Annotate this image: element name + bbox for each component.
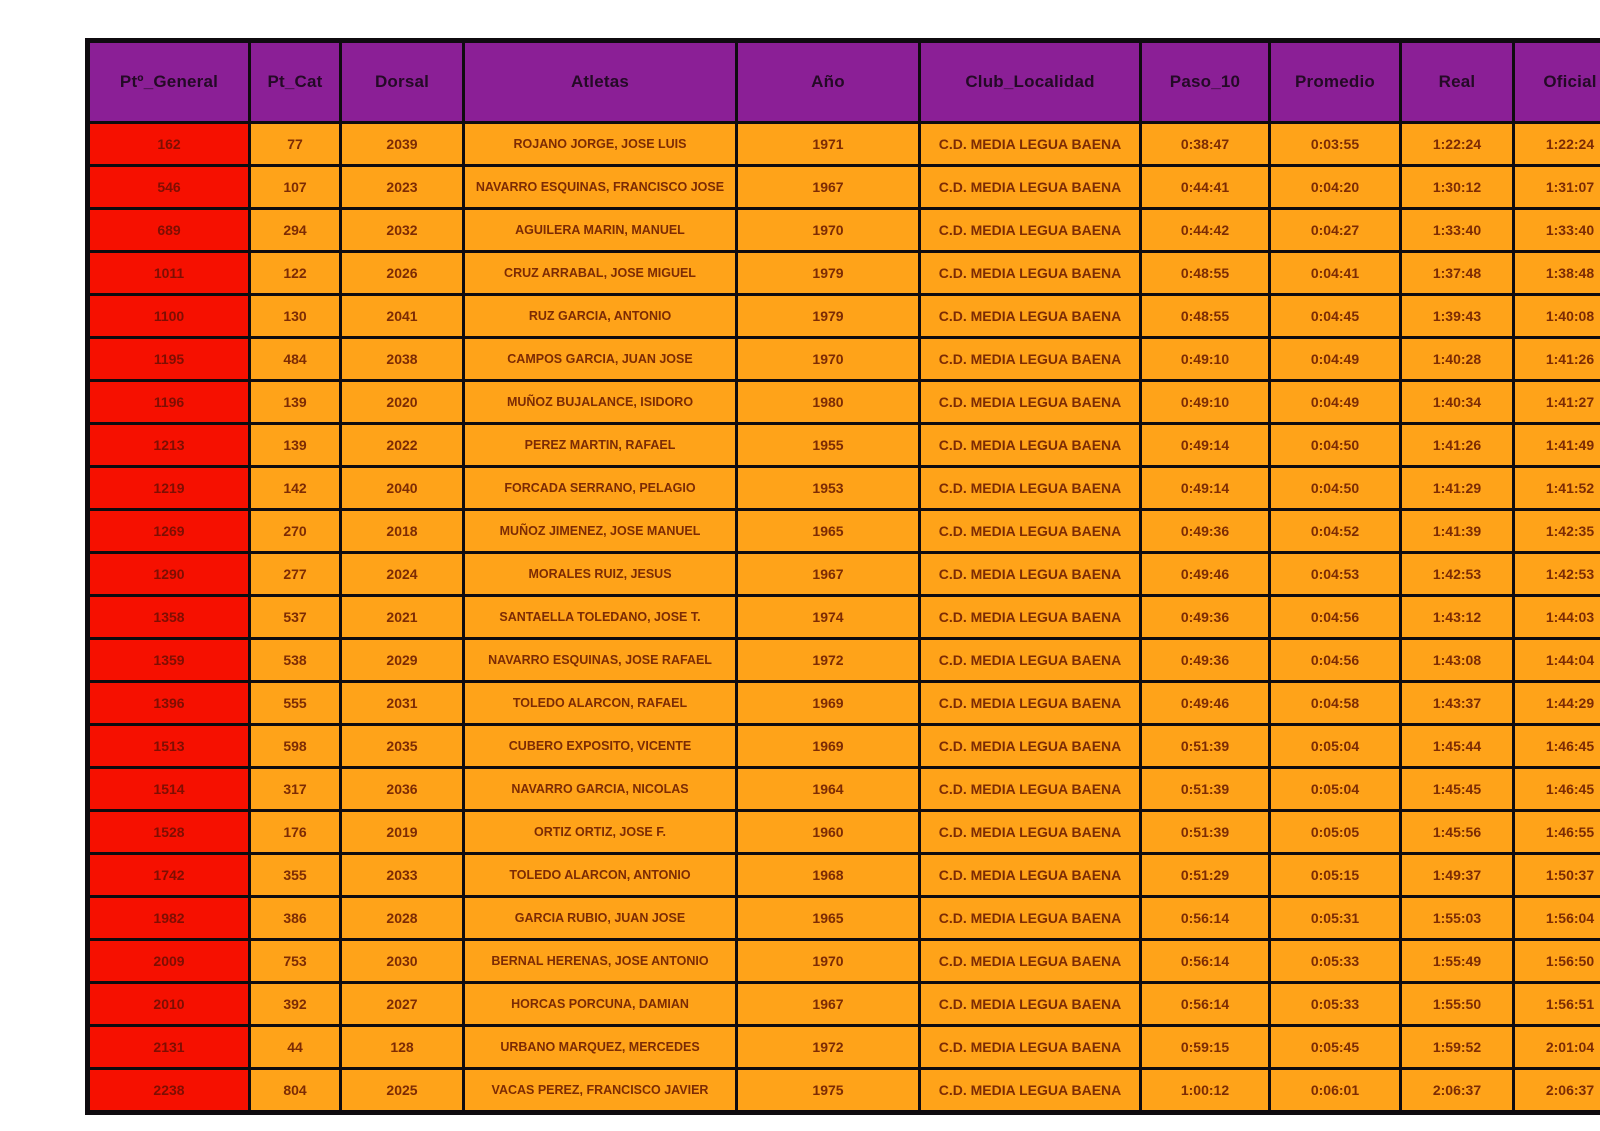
column-header-pt-general: Ptº_General	[88, 41, 250, 123]
cell-dorsal: 2032	[341, 209, 464, 252]
cell-dorsal: 2040	[341, 467, 464, 510]
cell-promedio: 0:04:45	[1270, 295, 1401, 338]
cell-ano: 1965	[737, 897, 920, 940]
table-row	[88, 983, 1600, 1026]
cell-real: 1:55:50	[1401, 983, 1514, 1026]
cell-club-localidad: C.D. MEDIA LEGUA BAENA	[920, 338, 1141, 381]
cell-club-localidad: C.D. MEDIA LEGUA BAENA	[920, 682, 1141, 725]
cell-real: 1:45:56	[1401, 811, 1514, 854]
cell-oficial: 1:44:03	[1514, 596, 1600, 639]
cell-atletas: MORALES RUIZ, JESUS	[464, 553, 737, 596]
table-row	[88, 596, 1600, 639]
cell-pt-cat: 130	[250, 295, 341, 338]
cell-atletas: FORCADA SERRANO, PELAGIO	[464, 467, 737, 510]
cell-real: 1:49:37	[1401, 854, 1514, 897]
cell-oficial: 1:42:53	[1514, 553, 1600, 596]
cell-promedio: 0:05:05	[1270, 811, 1401, 854]
cell-dorsal: 2035	[341, 725, 464, 768]
cell-promedio: 0:04:50	[1270, 424, 1401, 467]
cell-real: 1:22:24	[1401, 123, 1514, 166]
cell-pt-general: 1011	[88, 252, 250, 295]
cell-ano: 1964	[737, 768, 920, 811]
cell-pt-general: 1195	[88, 338, 250, 381]
cell-dorsal: 2033	[341, 854, 464, 897]
cell-pt-general: 689	[88, 209, 250, 252]
cell-paso-10: 0:56:14	[1141, 897, 1270, 940]
cell-ano: 1967	[737, 553, 920, 596]
cell-atletas: ORTIZ ORTIZ, JOSE F.	[464, 811, 737, 854]
cell-club-localidad: C.D. MEDIA LEGUA BAENA	[920, 1026, 1141, 1069]
cell-paso-10: 0:49:14	[1141, 424, 1270, 467]
cell-club-localidad: C.D. MEDIA LEGUA BAENA	[920, 553, 1141, 596]
cell-ano: 1972	[737, 1026, 920, 1069]
cell-real: 1:43:08	[1401, 639, 1514, 682]
table-row	[88, 424, 1600, 467]
cell-club-localidad: C.D. MEDIA LEGUA BAENA	[920, 639, 1141, 682]
cell-promedio: 0:05:45	[1270, 1026, 1401, 1069]
cell-real: 2:06:37	[1401, 1069, 1514, 1113]
table-row	[88, 940, 1600, 983]
cell-paso-10: 0:51:39	[1141, 811, 1270, 854]
cell-atletas: CUBERO EXPOSITO, VICENTE	[464, 725, 737, 768]
cell-oficial: 1:56:50	[1514, 940, 1600, 983]
cell-oficial: 1:41:52	[1514, 467, 1600, 510]
cell-pt-general: 1269	[88, 510, 250, 553]
cell-promedio: 0:04:41	[1270, 252, 1401, 295]
cell-dorsal: 2019	[341, 811, 464, 854]
cell-club-localidad: C.D. MEDIA LEGUA BAENA	[920, 897, 1141, 940]
cell-dorsal: 2018	[341, 510, 464, 553]
cell-real: 1:30:12	[1401, 166, 1514, 209]
cell-ano: 1967	[737, 166, 920, 209]
cell-real: 1:41:39	[1401, 510, 1514, 553]
cell-ano: 1955	[737, 424, 920, 467]
cell-promedio: 0:04:27	[1270, 209, 1401, 252]
cell-atletas: HORCAS PORCUNA, DAMIAN	[464, 983, 737, 1026]
header-row	[88, 41, 1600, 123]
table-row	[88, 510, 1600, 553]
cell-atletas: TOLEDO ALARCON, RAFAEL	[464, 682, 737, 725]
table-row	[88, 1026, 1600, 1069]
cell-pt-cat: 277	[250, 553, 341, 596]
cell-club-localidad: C.D. MEDIA LEGUA BAENA	[920, 123, 1141, 166]
cell-ano: 1967	[737, 983, 920, 1026]
cell-ano: 1975	[737, 1069, 920, 1113]
cell-paso-10: 0:56:14	[1141, 940, 1270, 983]
cell-club-localidad: C.D. MEDIA LEGUA BAENA	[920, 1069, 1141, 1113]
cell-paso-10: 0:49:36	[1141, 596, 1270, 639]
race-results-table	[85, 38, 1600, 1115]
cell-pt-cat: 386	[250, 897, 341, 940]
cell-atletas: MUÑOZ BUJALANCE, ISIDORO	[464, 381, 737, 424]
cell-pt-general: 1290	[88, 553, 250, 596]
cell-atletas: AGUILERA MARIN, MANUEL	[464, 209, 737, 252]
column-header-promedio: Promedio	[1270, 41, 1401, 123]
cell-oficial: 1:41:26	[1514, 338, 1600, 381]
table-row	[88, 897, 1600, 940]
cell-promedio: 0:05:33	[1270, 940, 1401, 983]
cell-dorsal: 2038	[341, 338, 464, 381]
cell-promedio: 0:06:01	[1270, 1069, 1401, 1113]
cell-oficial: 1:22:24	[1514, 123, 1600, 166]
cell-atletas: NAVARRO ESQUINAS, JOSE RAFAEL	[464, 639, 737, 682]
cell-ano: 1972	[737, 639, 920, 682]
cell-dorsal: 2022	[341, 424, 464, 467]
cell-pt-general: 162	[88, 123, 250, 166]
cell-paso-10: 0:38:47	[1141, 123, 1270, 166]
cell-atletas: ROJANO JORGE, JOSE LUIS	[464, 123, 737, 166]
cell-paso-10: 0:49:10	[1141, 338, 1270, 381]
cell-club-localidad: C.D. MEDIA LEGUA BAENA	[920, 510, 1141, 553]
cell-dorsal: 2027	[341, 983, 464, 1026]
cell-paso-10: 0:59:15	[1141, 1026, 1270, 1069]
table-row	[88, 338, 1600, 381]
cell-club-localidad: C.D. MEDIA LEGUA BAENA	[920, 768, 1141, 811]
cell-real: 1:55:03	[1401, 897, 1514, 940]
cell-paso-10: 0:49:46	[1141, 553, 1270, 596]
cell-ano: 1969	[737, 682, 920, 725]
cell-pt-cat: 270	[250, 510, 341, 553]
cell-atletas: SANTAELLA TOLEDANO, JOSE T.	[464, 596, 737, 639]
column-header-real: Real	[1401, 41, 1514, 123]
cell-ano: 1969	[737, 725, 920, 768]
cell-ano: 1965	[737, 510, 920, 553]
cell-dorsal: 2025	[341, 1069, 464, 1113]
cell-club-localidad: C.D. MEDIA LEGUA BAENA	[920, 940, 1141, 983]
table-row	[88, 252, 1600, 295]
cell-atletas: BERNAL HERENAS, JOSE ANTONIO	[464, 940, 737, 983]
cell-dorsal: 128	[341, 1026, 464, 1069]
cell-pt-cat: 139	[250, 381, 341, 424]
table-row	[88, 811, 1600, 854]
cell-club-localidad: C.D. MEDIA LEGUA BAENA	[920, 811, 1141, 854]
cell-promedio: 0:04:49	[1270, 381, 1401, 424]
cell-pt-cat: 317	[250, 768, 341, 811]
cell-promedio: 0:04:50	[1270, 467, 1401, 510]
cell-pt-general: 546	[88, 166, 250, 209]
cell-pt-cat: 484	[250, 338, 341, 381]
cell-promedio: 0:05:04	[1270, 725, 1401, 768]
cell-dorsal: 2030	[341, 940, 464, 983]
cell-promedio: 0:03:55	[1270, 123, 1401, 166]
cell-paso-10: 0:49:36	[1141, 510, 1270, 553]
cell-atletas: VACAS PEREZ, FRANCISCO JAVIER	[464, 1069, 737, 1113]
table-row	[88, 1069, 1600, 1113]
table-row	[88, 854, 1600, 897]
cell-dorsal: 2039	[341, 123, 464, 166]
cell-paso-10: 0:51:39	[1141, 768, 1270, 811]
table-row	[88, 295, 1600, 338]
table-row	[88, 166, 1600, 209]
cell-dorsal: 2024	[341, 553, 464, 596]
cell-oficial: 2:06:37	[1514, 1069, 1600, 1113]
cell-oficial: 1:56:51	[1514, 983, 1600, 1026]
cell-pt-cat: 139	[250, 424, 341, 467]
cell-pt-general: 1396	[88, 682, 250, 725]
cell-pt-cat: 77	[250, 123, 341, 166]
cell-pt-general: 1219	[88, 467, 250, 510]
cell-pt-cat: 355	[250, 854, 341, 897]
cell-paso-10: 1:00:12	[1141, 1069, 1270, 1113]
cell-real: 1:40:34	[1401, 381, 1514, 424]
cell-real: 1:41:29	[1401, 467, 1514, 510]
cell-atletas: MUÑOZ JIMENEZ, JOSE MANUEL	[464, 510, 737, 553]
cell-real: 1:37:48	[1401, 252, 1514, 295]
cell-paso-10: 0:56:14	[1141, 983, 1270, 1026]
cell-oficial: 1:44:04	[1514, 639, 1600, 682]
table-body	[88, 123, 1600, 1113]
cell-pt-cat: 122	[250, 252, 341, 295]
cell-pt-general: 1213	[88, 424, 250, 467]
cell-promedio: 0:04:49	[1270, 338, 1401, 381]
cell-paso-10: 0:44:42	[1141, 209, 1270, 252]
table-row	[88, 725, 1600, 768]
cell-real: 1:43:12	[1401, 596, 1514, 639]
cell-oficial: 1:46:55	[1514, 811, 1600, 854]
cell-atletas: PEREZ MARTIN, RAFAEL	[464, 424, 737, 467]
cell-real: 1:45:45	[1401, 768, 1514, 811]
column-header-pt-cat: Pt_Cat	[250, 41, 341, 123]
cell-club-localidad: C.D. MEDIA LEGUA BAENA	[920, 295, 1141, 338]
cell-oficial: 1:41:49	[1514, 424, 1600, 467]
cell-pt-cat: 107	[250, 166, 341, 209]
cell-pt-general: 2010	[88, 983, 250, 1026]
cell-club-localidad: C.D. MEDIA LEGUA BAENA	[920, 166, 1141, 209]
cell-promedio: 0:05:15	[1270, 854, 1401, 897]
cell-paso-10: 0:48:55	[1141, 252, 1270, 295]
cell-pt-general: 1100	[88, 295, 250, 338]
cell-pt-general: 1982	[88, 897, 250, 940]
cell-real: 1:42:53	[1401, 553, 1514, 596]
cell-atletas: RUZ GARCIA, ANTONIO	[464, 295, 737, 338]
cell-pt-cat: 142	[250, 467, 341, 510]
cell-pt-cat: 294	[250, 209, 341, 252]
cell-atletas: TOLEDO ALARCON, ANTONIO	[464, 854, 737, 897]
cell-atletas: CAMPOS GARCIA, JUAN JOSE	[464, 338, 737, 381]
table-row	[88, 209, 1600, 252]
cell-atletas: URBANO MARQUEZ, MERCEDES	[464, 1026, 737, 1069]
cell-oficial: 1:31:07	[1514, 166, 1600, 209]
cell-club-localidad: C.D. MEDIA LEGUA BAENA	[920, 725, 1141, 768]
cell-oficial: 1:50:37	[1514, 854, 1600, 897]
table-row	[88, 467, 1600, 510]
cell-atletas: NAVARRO ESQUINAS, FRANCISCO JOSE	[464, 166, 737, 209]
cell-paso-10: 0:49:10	[1141, 381, 1270, 424]
cell-promedio: 0:04:58	[1270, 682, 1401, 725]
cell-real: 1:40:28	[1401, 338, 1514, 381]
cell-promedio: 0:05:31	[1270, 897, 1401, 940]
cell-real: 1:41:26	[1401, 424, 1514, 467]
cell-club-localidad: C.D. MEDIA LEGUA BAENA	[920, 854, 1141, 897]
cell-real: 1:59:52	[1401, 1026, 1514, 1069]
cell-real: 1:39:43	[1401, 295, 1514, 338]
cell-oficial: 1:56:04	[1514, 897, 1600, 940]
cell-ano: 1953	[737, 467, 920, 510]
column-header-ano: Año	[737, 41, 920, 123]
cell-ano: 1974	[737, 596, 920, 639]
cell-promedio: 0:05:33	[1270, 983, 1401, 1026]
cell-oficial: 1:33:40	[1514, 209, 1600, 252]
cell-pt-cat: 804	[250, 1069, 341, 1113]
cell-oficial: 1:41:27	[1514, 381, 1600, 424]
cell-atletas: GARCIA RUBIO, JUAN JOSE	[464, 897, 737, 940]
column-header-oficial: Oficial	[1514, 41, 1600, 123]
cell-real: 1:43:37	[1401, 682, 1514, 725]
cell-promedio: 0:04:52	[1270, 510, 1401, 553]
column-header-dorsal: Dorsal	[341, 41, 464, 123]
cell-club-localidad: C.D. MEDIA LEGUA BAENA	[920, 424, 1141, 467]
cell-pt-general: 2131	[88, 1026, 250, 1069]
cell-paso-10: 0:49:14	[1141, 467, 1270, 510]
cell-ano: 1970	[737, 940, 920, 983]
cell-ano: 1968	[737, 854, 920, 897]
column-header-club-localidad: Club_Localidad	[920, 41, 1141, 123]
cell-oficial: 1:40:08	[1514, 295, 1600, 338]
table-row	[88, 381, 1600, 424]
cell-real: 1:33:40	[1401, 209, 1514, 252]
cell-ano: 1970	[737, 209, 920, 252]
cell-pt-cat: 537	[250, 596, 341, 639]
cell-paso-10: 0:49:46	[1141, 682, 1270, 725]
cell-club-localidad: C.D. MEDIA LEGUA BAENA	[920, 596, 1141, 639]
cell-oficial: 1:42:35	[1514, 510, 1600, 553]
cell-dorsal: 2026	[341, 252, 464, 295]
table-row	[88, 123, 1600, 166]
cell-ano: 1979	[737, 252, 920, 295]
cell-oficial: 1:44:29	[1514, 682, 1600, 725]
cell-promedio: 0:04:53	[1270, 553, 1401, 596]
cell-pt-general: 2238	[88, 1069, 250, 1113]
cell-pt-general: 1742	[88, 854, 250, 897]
cell-ano: 1971	[737, 123, 920, 166]
cell-dorsal: 2023	[341, 166, 464, 209]
cell-paso-10: 0:49:36	[1141, 639, 1270, 682]
cell-pt-cat: 598	[250, 725, 341, 768]
cell-pt-general: 1358	[88, 596, 250, 639]
cell-pt-cat: 44	[250, 1026, 341, 1069]
cell-dorsal: 2029	[341, 639, 464, 682]
cell-club-localidad: C.D. MEDIA LEGUA BAENA	[920, 252, 1141, 295]
cell-pt-cat: 555	[250, 682, 341, 725]
cell-promedio: 0:04:56	[1270, 596, 1401, 639]
cell-pt-general: 1196	[88, 381, 250, 424]
table-row	[88, 639, 1600, 682]
cell-club-localidad: C.D. MEDIA LEGUA BAENA	[920, 983, 1141, 1026]
cell-real: 1:45:44	[1401, 725, 1514, 768]
cell-paso-10: 0:51:29	[1141, 854, 1270, 897]
cell-dorsal: 2020	[341, 381, 464, 424]
cell-dorsal: 2028	[341, 897, 464, 940]
table-row	[88, 682, 1600, 725]
cell-club-localidad: C.D. MEDIA LEGUA BAENA	[920, 209, 1141, 252]
cell-dorsal: 2031	[341, 682, 464, 725]
cell-dorsal: 2041	[341, 295, 464, 338]
cell-promedio: 0:05:04	[1270, 768, 1401, 811]
column-header-atletas: Atletas	[464, 41, 737, 123]
cell-atletas: NAVARRO GARCIA, NICOLAS	[464, 768, 737, 811]
cell-oficial: 2:01:04	[1514, 1026, 1600, 1069]
cell-pt-cat: 538	[250, 639, 341, 682]
cell-pt-cat: 392	[250, 983, 341, 1026]
cell-promedio: 0:04:20	[1270, 166, 1401, 209]
cell-paso-10: 0:48:55	[1141, 295, 1270, 338]
cell-ano: 1980	[737, 381, 920, 424]
cell-pt-cat: 753	[250, 940, 341, 983]
cell-promedio: 0:04:56	[1270, 639, 1401, 682]
cell-paso-10: 0:44:41	[1141, 166, 1270, 209]
cell-pt-general: 1513	[88, 725, 250, 768]
cell-oficial: 1:46:45	[1514, 725, 1600, 768]
table-row	[88, 553, 1600, 596]
cell-ano: 1970	[737, 338, 920, 381]
cell-real: 1:55:49	[1401, 940, 1514, 983]
cell-pt-general: 2009	[88, 940, 250, 983]
cell-pt-general: 1514	[88, 768, 250, 811]
cell-dorsal: 2021	[341, 596, 464, 639]
table-header	[88, 41, 1600, 123]
cell-pt-cat: 176	[250, 811, 341, 854]
cell-ano: 1979	[737, 295, 920, 338]
cell-pt-general: 1528	[88, 811, 250, 854]
cell-club-localidad: C.D. MEDIA LEGUA BAENA	[920, 381, 1141, 424]
cell-ano: 1960	[737, 811, 920, 854]
cell-club-localidad: C.D. MEDIA LEGUA BAENA	[920, 467, 1141, 510]
cell-oficial: 1:38:48	[1514, 252, 1600, 295]
cell-oficial: 1:46:45	[1514, 768, 1600, 811]
cell-atletas: CRUZ ARRABAL, JOSE MIGUEL	[464, 252, 737, 295]
column-header-paso-10: Paso_10	[1141, 41, 1270, 123]
table-row	[88, 768, 1600, 811]
cell-pt-general: 1359	[88, 639, 250, 682]
cell-paso-10: 0:51:39	[1141, 725, 1270, 768]
cell-dorsal: 2036	[341, 768, 464, 811]
